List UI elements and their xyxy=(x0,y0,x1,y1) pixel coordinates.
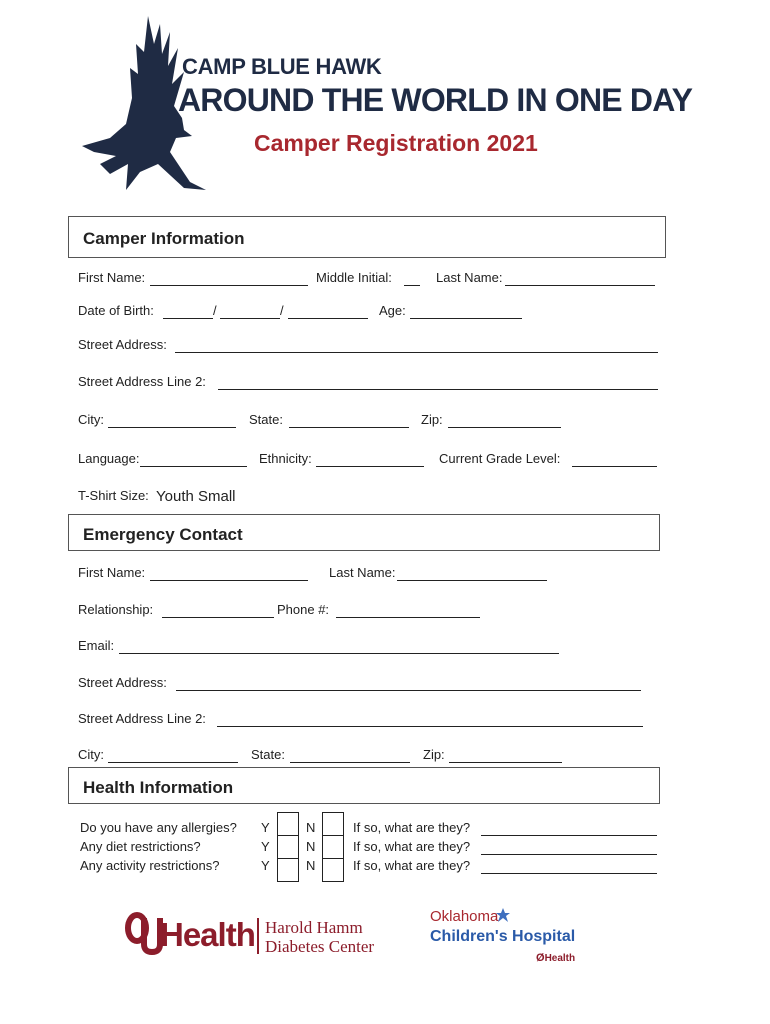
camper-grade-label: Current Grade Level: xyxy=(439,451,561,466)
no-label: N xyxy=(306,839,316,854)
camper-street-label: Street Address: xyxy=(78,337,167,352)
star-icon xyxy=(496,908,510,922)
allergies-followup-label: If so, what are they? xyxy=(353,820,471,835)
emergency-street2-field[interactable] xyxy=(217,726,643,727)
form-title: Camper Registration 2021 xyxy=(254,130,538,156)
camper-language-field[interactable] xyxy=(140,466,247,467)
camper-last-name-field[interactable] xyxy=(505,285,655,286)
camper-street2-label: Street Address Line 2: xyxy=(78,374,206,389)
no-label: N xyxy=(306,858,316,873)
okc-line2: Children's Hospital xyxy=(430,928,576,945)
camper-language-label: Language: xyxy=(78,451,140,466)
camper-zip-field[interactable] xyxy=(448,427,561,428)
harold-hamm-logo xyxy=(265,918,395,956)
emergency-last-name-label: Last Name: xyxy=(329,565,396,580)
emergency-first-name-field[interactable] xyxy=(150,580,308,581)
yes-label: Y xyxy=(261,820,270,835)
camper-info-title: Camper Information xyxy=(83,229,245,248)
camper-street2-field[interactable] xyxy=(218,389,658,390)
emergency-phone-field[interactable] xyxy=(336,617,480,618)
diet-yes-checkbox[interactable] xyxy=(277,835,299,859)
camper-ethnicity-field[interactable] xyxy=(316,466,424,467)
camper-dob-day-field[interactable] xyxy=(220,318,280,319)
camper-dob-year-field[interactable] xyxy=(288,318,368,319)
emergency-street-label: Street Address: xyxy=(78,675,167,690)
health-question-activity: Any activity restrictions? xyxy=(80,858,220,873)
emergency-zip-field[interactable] xyxy=(449,762,562,763)
camp-name: CAMP BLUE HAWK xyxy=(182,54,382,79)
emergency-zip-label: Zip: xyxy=(423,747,445,762)
emergency-street-field[interactable] xyxy=(176,690,641,691)
okc-health-text: Health xyxy=(544,953,576,964)
health-title: Health Information xyxy=(83,778,234,797)
camper-middle-initial-label: Middle Initial: xyxy=(316,270,392,285)
activity-followup-field[interactable] xyxy=(481,873,657,874)
emergency-first-name-label: First Name: xyxy=(78,565,146,580)
yes-label: Y xyxy=(261,858,270,873)
ou-monogram-icon xyxy=(124,912,164,956)
activity-yes-checkbox[interactable] xyxy=(277,858,299,882)
emergency-phone-label: Phone #: xyxy=(277,602,330,617)
emergency-header xyxy=(68,514,660,551)
ou-health-logo xyxy=(124,912,264,958)
health-question-diet: Any diet restrictions? xyxy=(80,839,201,854)
camper-last-name-label: Last Name: xyxy=(436,270,503,285)
allergies-followup-field[interactable] xyxy=(481,835,657,836)
camper-first-name-label: First Name: xyxy=(78,270,146,285)
emergency-email-label: Email: xyxy=(78,638,115,653)
health-question-allergies: Do you have any allergies? xyxy=(80,820,237,835)
diet-followup-label: If so, what are they? xyxy=(353,839,471,854)
okc-line3 xyxy=(536,952,575,964)
dob-separator: / xyxy=(280,303,284,318)
emergency-city-field[interactable] xyxy=(108,762,238,763)
emergency-relationship-label: Relationship: xyxy=(78,602,154,617)
ou-health-wordmark: Health xyxy=(160,916,255,953)
emergency-title: Emergency Contact xyxy=(83,525,243,544)
harold-hamm-line1: Harold Hamm xyxy=(265,918,363,937)
allergies-yes-checkbox[interactable] xyxy=(277,812,299,836)
camper-dob-month-field[interactable] xyxy=(163,318,213,319)
harold-hamm-line2: Diabetes Center xyxy=(265,937,375,956)
okc-childrens-logo xyxy=(428,908,588,968)
camper-dob-label: Date of Birth: xyxy=(78,303,154,318)
camper-info-header xyxy=(68,216,666,258)
camper-state-field[interactable] xyxy=(289,427,409,428)
camper-middle-initial-field[interactable] xyxy=(404,285,420,286)
emergency-state-field[interactable] xyxy=(290,762,410,763)
no-label: N xyxy=(306,820,316,835)
diet-followup-field[interactable] xyxy=(481,854,657,855)
camper-tshirt-value[interactable]: Youth Small xyxy=(156,488,236,505)
activity-followup-label: If so, what are they? xyxy=(353,858,471,873)
camper-zip-label: Zip: xyxy=(421,412,443,427)
emergency-last-name-field[interactable] xyxy=(397,580,547,581)
camper-grade-field[interactable] xyxy=(572,466,657,467)
ou-small-icon: Ø xyxy=(536,952,545,964)
camper-age-field[interactable] xyxy=(410,318,522,319)
camper-city-field[interactable] xyxy=(108,427,236,428)
camper-state-label: State: xyxy=(249,412,283,427)
diet-no-checkbox[interactable] xyxy=(322,835,344,859)
allergies-no-checkbox[interactable] xyxy=(322,812,344,836)
dob-separator: / xyxy=(213,303,217,318)
camper-first-name-field[interactable] xyxy=(150,285,308,286)
emergency-relationship-field[interactable] xyxy=(162,617,274,618)
activity-no-checkbox[interactable] xyxy=(322,858,344,882)
yes-label: Y xyxy=(261,839,270,854)
camper-tshirt-label: T-Shirt Size: xyxy=(78,488,149,503)
camper-ethnicity-label: Ethnicity: xyxy=(259,451,312,466)
emergency-street2-label: Street Address Line 2: xyxy=(78,711,206,726)
camper-age-label: Age: xyxy=(379,303,406,318)
emergency-city-label: City: xyxy=(78,747,104,762)
health-header xyxy=(68,767,660,804)
camper-street-field[interactable] xyxy=(175,352,658,353)
emergency-state-label: State: xyxy=(251,747,285,762)
camper-city-label: City: xyxy=(78,412,104,427)
okc-line1: Oklahoma xyxy=(430,908,499,925)
camp-theme: AROUND THE WORLD IN ONE DAY xyxy=(178,82,693,118)
logo-divider xyxy=(257,918,259,954)
emergency-email-field[interactable] xyxy=(119,653,559,654)
